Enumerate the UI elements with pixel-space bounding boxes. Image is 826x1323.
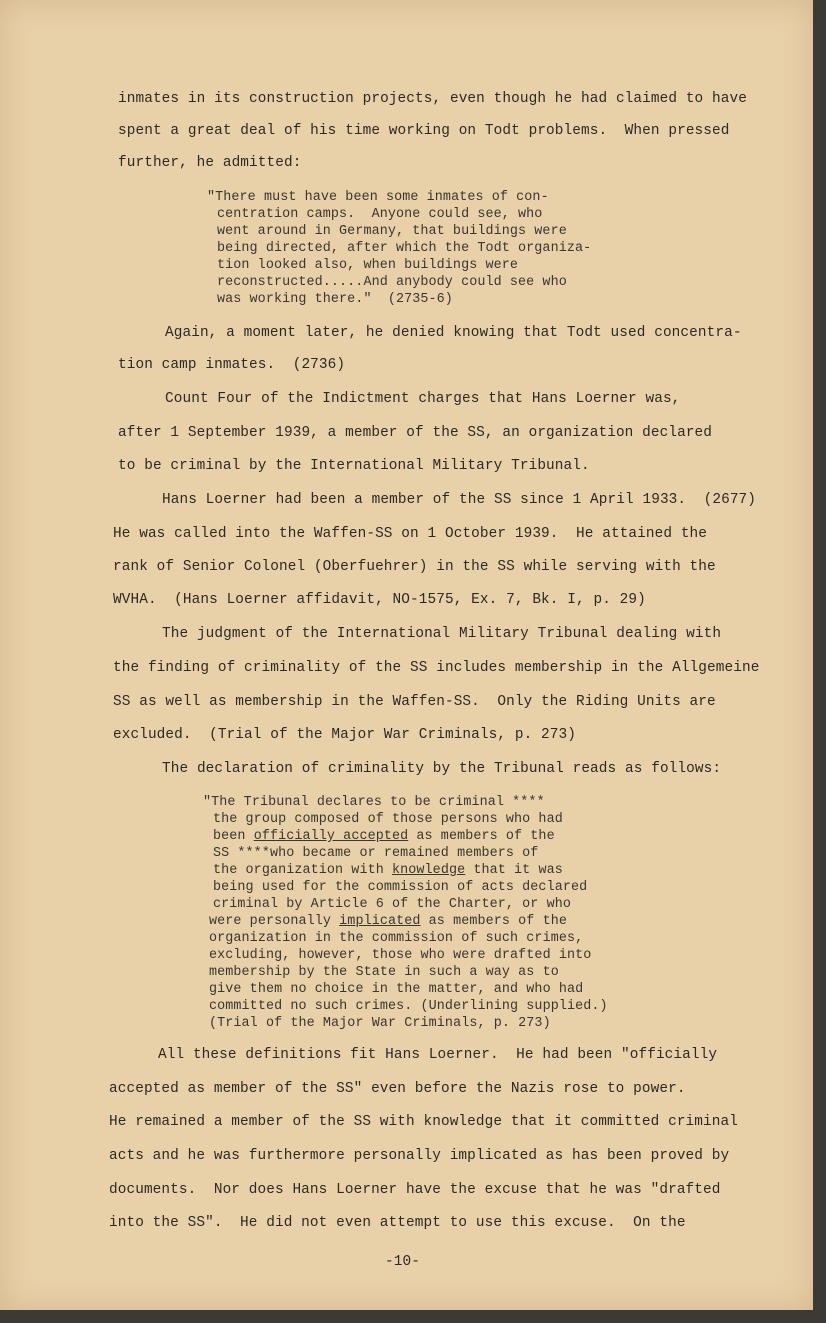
text-line: SS as well as membership in the Waffen-SS. Only the Riding Units are: [113, 694, 716, 710]
quote-line: [213, 863, 563, 879]
quote-line: organization in the commission of such crimes,: [209, 931, 584, 946]
text-line: rank of Senior Colonel (Oberfuehrer) in the SS while serving with the: [113, 559, 716, 575]
quote-line: [213, 829, 555, 845]
text-line: He remained a member of the SS with knowledge that it committed criminal: [109, 1114, 738, 1130]
text-line: documents. Nor does Hans Loerner have the excuse that he was "drafted: [109, 1182, 721, 1198]
text-line: tion camp inmates. (2736): [118, 357, 346, 373]
text-line: Hans Loerner had been a member of the SS since 1 April 1933. (2677): [162, 492, 757, 508]
text-line: the finding of criminality of the SS includes membership in the Allgemeine: [113, 660, 760, 676]
quote-text: were personally: [209, 914, 340, 929]
text-line: further, he admitted:: [118, 155, 302, 171]
quote-line: being directed, after which the Todt organiza-: [217, 241, 592, 256]
quote-line: the group composed of those persons who had: [213, 812, 563, 827]
text-line: Count Four of the Indictment charges that Hans Loerner was,: [165, 391, 681, 407]
quote-text: as members of the: [408, 829, 555, 844]
text-line: into the SS". He did not even attempt to use this excuse. On the: [109, 1215, 686, 1231]
text-line: acts and he was furthermore personally implicated as has been proved by: [109, 1148, 730, 1164]
quote-text: been: [213, 829, 254, 844]
quote-line: reconstructed.....And anybody could see who: [217, 275, 567, 290]
quote-line: give them no choice in the matter, and who had: [209, 982, 584, 997]
quote-line: tion looked also, when buildings were: [217, 258, 519, 273]
text-line: Again, a moment later, he denied knowing that Todt used concentra-: [165, 325, 742, 341]
text-line: excluded. (Trial of the Major War Criminals, p. 273): [113, 727, 576, 743]
text-line: All these definitions fit Hans Loerner. He had been "officially: [158, 1047, 718, 1063]
text-line: He was called into the Waffen-SS on 1 October 1939. He attained the: [113, 526, 708, 542]
quote-line: excluding, however, those who were drafted into: [209, 948, 592, 963]
text-line: WVHA. (Hans Loerner affidavit, NO-1575, Ex. 7, Bk. I, p. 29): [113, 592, 646, 608]
quote-line: SS ****who became or remained members of: [213, 846, 539, 861]
quote-line: "There must have been some inmates of con-: [207, 190, 549, 205]
text-line: after 1 September 1939, a member of the SS, an organization declared: [118, 425, 713, 441]
text-line: accepted as member of the SS" even before the Nazis rose to power.: [109, 1081, 686, 1097]
quote-line: criminal by Article 6 of the Charter, or who: [213, 897, 571, 912]
quote-text: that it was: [465, 863, 563, 878]
text-line: The declaration of criminality by the Tribunal reads as follows:: [162, 761, 722, 777]
quote-line: being used for the commission of acts declared: [213, 880, 588, 895]
text-line: to be criminal by the International Military Tribunal.: [118, 458, 590, 474]
text-line: spent a great deal of his time working on Todt problems. When pressed: [118, 123, 730, 139]
quote-text: the organization with: [213, 863, 392, 878]
quote-line: membership by the State in such a way as to: [209, 965, 559, 980]
quote-line: went around in Germany, that buildings were: [217, 224, 567, 239]
underlined-phrase: knowledge: [392, 863, 466, 878]
text-line: inmates in its construction projects, even though he had claimed to have: [118, 91, 747, 107]
underlined-phrase: officially accepted: [253, 829, 409, 844]
quote-line: (Trial of the Major War Criminals, p. 273): [209, 1016, 551, 1031]
quote-line: was working there." (2735-6): [217, 292, 453, 307]
quote-line: "The Tribunal declares to be criminal ****: [203, 795, 545, 810]
page-number: -10-: [385, 1254, 420, 1270]
underlined-phrase: implicated: [339, 914, 421, 929]
quote-line: centration camps. Anyone could see, who: [217, 207, 543, 222]
quote-line: [209, 914, 567, 930]
quote-line: committed no such crimes. (Underlining supplied.): [209, 999, 608, 1014]
quote-text: as members of the: [420, 914, 567, 929]
text-line: The judgment of the International Military Tribunal dealing with: [162, 626, 722, 642]
